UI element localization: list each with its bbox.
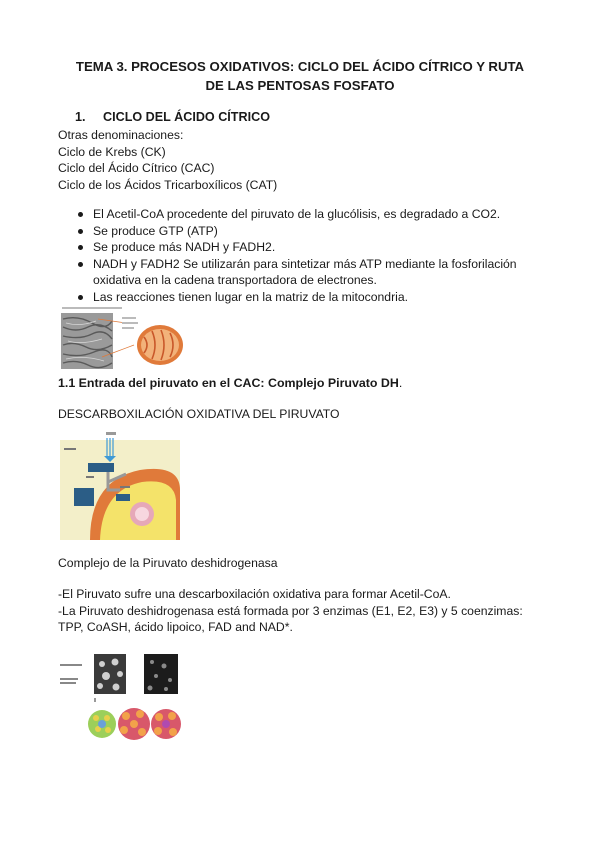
section-1-1-dot: .	[398, 376, 403, 390]
pdh-complex-figure	[60, 652, 182, 748]
title-line-2: DE LAS PENTOSAS FOSFATO	[205, 78, 395, 93]
alt-names-line: Ciclo de los Ácidos Tricarboxílicos (CAT)	[58, 177, 278, 192]
section-1-number: 1.	[75, 110, 86, 124]
bullet-item: NADH y FADH2 Se utilizarán para sintetizar más ATP mediante la fosforilación oxidativa en la cadena transportadora de electrones.	[78, 256, 548, 289]
pdh-description	[58, 586, 558, 636]
bullet-list	[78, 206, 548, 306]
bullet-item: Se produce GTP (ATP)	[78, 223, 548, 240]
bullet-item: El Acetil-CoA procedente del piruvato de la glucólisis, es degradado a CO2.	[78, 206, 548, 223]
bullet-item: Las reacciones tienen lugar en la matriz de la mitocondria.	[78, 289, 548, 306]
paragraph-line: -La Piruvato deshidrogenasa está formada por 3 enzimas (E1, E2, E3) y 5 coenzimas:	[58, 603, 523, 618]
bullet-item: Se produce más NADH y FADH2.	[78, 239, 548, 256]
subheading: DESCARBOXILACIÓN OXIDATIVA DEL PIRUVATO	[58, 407, 340, 421]
alt-names-block	[58, 127, 277, 193]
section-1-1-title: 1.1 Entrada del piruvato en el CAC: Complejo Piruvato DH	[58, 376, 399, 390]
page-title	[40, 57, 560, 95]
mitochondria-figure	[58, 305, 186, 371]
figure-caption: Complejo de la Piruvato deshidrogenasa	[58, 556, 278, 570]
alt-names-line: Ciclo del Ácido Cítrico (CAC)	[58, 161, 215, 176]
pyruvate-entry-diagram	[60, 430, 180, 540]
transporter-box	[88, 463, 114, 472]
section-1-1-heading	[58, 376, 402, 390]
alt-names-line: Otras denominaciones:	[58, 128, 184, 142]
section-1-title: CICLO DEL ÁCIDO CÍTRICO	[103, 110, 270, 124]
paragraph-line: TPP, CoASH, ácido lipoico, FAD and NAD*.	[58, 620, 293, 635]
alt-names-line: Ciclo de Krebs (CK)	[58, 144, 166, 159]
section-1-heading	[75, 110, 270, 124]
title-line-1: TEMA 3. PROCESOS OXIDATIVOS: CICLO DEL ÁCIDO CÍTRICO Y RUTA	[75, 59, 525, 74]
paragraph-line: -El Piruvato sufre una descarboxilación oxidativa para formar Acetil-CoA.	[58, 587, 451, 601]
enzyme-box	[74, 488, 94, 506]
